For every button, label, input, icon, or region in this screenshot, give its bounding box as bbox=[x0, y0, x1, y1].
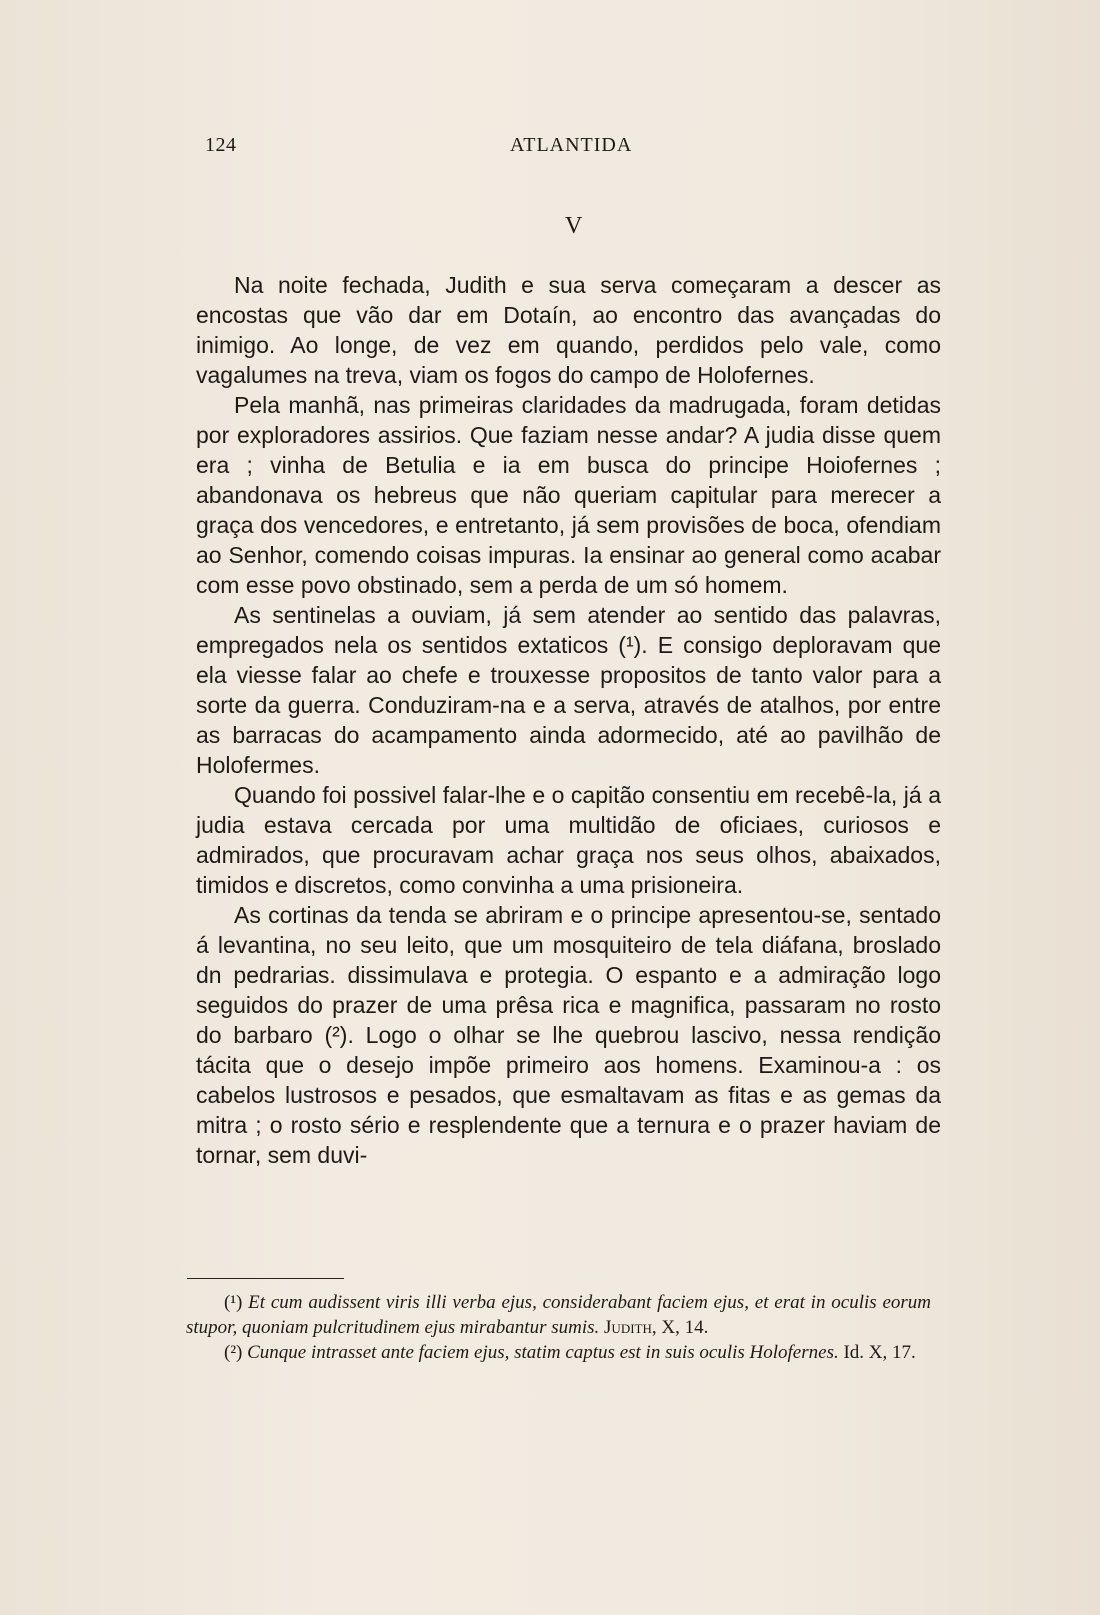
footnote-source: Judith bbox=[604, 1317, 652, 1338]
footnotes bbox=[186, 1290, 931, 1365]
footnote-marker: (¹) bbox=[224, 1292, 243, 1313]
paragraph: Pela manhã, nas primeiras claridades da madrugada, foram detidas por exploradores assirios. Que faziam nesse andar? A judia disse quem era ; vinha de Betulia e ia em busca do principe Hoiofernes ; abandonava os hebreus que não queriam capitular para merecer a graça dos vencedores, e entretanto, já sem provisões de boca, ofendiam ao Senhor, comendo coisas impuras. Ia ensinar ao general como acabar com esse povo obstinado, sem a perda de um só homem. bbox=[196, 392, 941, 598]
footnote-citation: , X, 14. bbox=[651, 1317, 709, 1338]
footnote-citation: Id. X, 17. bbox=[843, 1342, 916, 1363]
footnote-quote: Cunque intrasset ante faciem ejus, statim captus est in suis oculis Holofernes. bbox=[247, 1342, 839, 1363]
running-title: ATLANTIDA bbox=[510, 134, 633, 156]
paragraph: Na noite fechada, Judith e sua serva começaram a descer as encostas que vão dar em Dotaín, ao encontro das avançadas do inimigo. Ao longe, de vez em quando, perdidos pelo vale, como vagalumes na treva, viam os fogos do campo de Holofernes. bbox=[196, 272, 941, 388]
page-number: 124 bbox=[205, 134, 237, 156]
paragraph: Quando foi possivel falar-lhe e o capitão consentiu em recebê-la, já a judia estava cercada por uma multidão de oficiaes, curiosos e admirados, que procuravam achar graça nos seus olhos, abaixados, timidos e discretos, como convinha a uma prisioneira. bbox=[196, 782, 941, 898]
paragraph: As sentinelas a ouviam, já sem atender ao sentido das palavras, empregados nela os sentidos extaticos (¹). E consigo deploravam que ela viesse falar ao chefe e trouxesse propositos de tanto valor para a sorte da guerra. Conduziram-na e a serva, através de atalhos, por entre as barracas do acampamento ainda adormecido, até ao pavilhão de Holofermes. bbox=[196, 602, 941, 778]
footnote bbox=[186, 1290, 931, 1340]
footnote-quote: Et cum audissent viris illi verba ejus, considerabant faciem ejus, et erat in oculis eorum stupor, quoniam pulcritudinem ejus mirabantur sumis. bbox=[186, 1292, 932, 1338]
footnote bbox=[186, 1340, 931, 1365]
footnote-marker: (²) bbox=[224, 1342, 243, 1363]
body-text bbox=[196, 270, 941, 1170]
paragraph: As cortinas da tenda se abriram e o principe apresentou-se, sentado á levantina, no seu leito, que um mosquiteiro de tela diáfana, broslado dn pedrarias. dissimulava e protegia. O espanto e a admiração logo seguidos do prazer de uma prêsa rica e magnifica, passaram no rosto do barbaro (²). Logo o olhar se lhe quebrou lascivo, nessa rendição tácita que o desejo impõe primeiro aos homens. Examinou-a : os cabelos lustrosos e pesados, que esmaltavam as fitas e as gemas da mitra ; o rosto sério e resplendente que a ternura e o prazer haviam de tornar, sem duvi- bbox=[196, 902, 941, 1168]
section-heading: V bbox=[565, 213, 583, 239]
footnote-divider bbox=[187, 1278, 344, 1279]
page-header bbox=[205, 134, 640, 164]
